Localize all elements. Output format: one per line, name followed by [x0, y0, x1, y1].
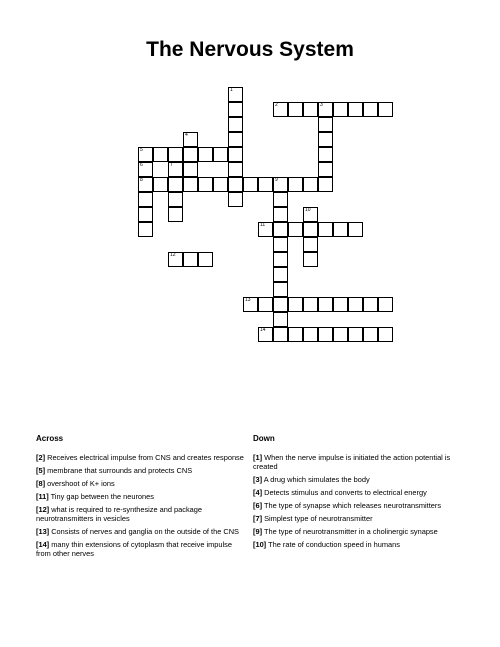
clue-number: 14	[260, 327, 266, 333]
grid-cell[interactable]	[138, 177, 153, 192]
clue-number: 1	[230, 87, 233, 93]
clue-number: 4	[185, 132, 188, 138]
down-clues	[253, 434, 468, 553]
grid-cell[interactable]	[228, 192, 243, 207]
grid-cell[interactable]	[288, 297, 303, 312]
grid-cell[interactable]	[363, 102, 378, 117]
grid-cell[interactable]	[273, 237, 288, 252]
grid-cell[interactable]	[273, 297, 288, 312]
grid-cell[interactable]	[243, 177, 258, 192]
grid-cell[interactable]	[348, 102, 363, 117]
clue-number: 7	[170, 162, 173, 168]
clue-text: overshoot of K+ ions	[47, 479, 115, 488]
grid-cell[interactable]	[138, 147, 153, 162]
grid-cell[interactable]	[273, 267, 288, 282]
grid-cell[interactable]	[303, 252, 318, 267]
clue-label: [12]	[36, 505, 50, 514]
clue-label: [5]	[36, 466, 46, 475]
grid-cell[interactable]	[273, 207, 288, 222]
across-heading: Across	[36, 434, 64, 443]
grid-cell[interactable]	[288, 222, 303, 237]
grid-cell[interactable]	[258, 297, 273, 312]
grid-cell[interactable]	[153, 147, 168, 162]
grid-cell[interactable]	[228, 102, 243, 117]
clue-number: 11	[260, 222, 266, 228]
clue-label: [4]	[253, 488, 263, 497]
grid-cell[interactable]	[318, 327, 333, 342]
grid-cell[interactable]	[273, 222, 288, 237]
grid-cell[interactable]	[303, 177, 318, 192]
clue-number: 13	[245, 297, 251, 303]
clue-text: membrane that surrounds and protects CNS	[47, 466, 193, 475]
clue-text: Tiny gap between the neurones	[50, 492, 154, 501]
grid-cell[interactable]	[258, 222, 273, 237]
grid-cell[interactable]	[138, 207, 153, 222]
down-clue	[253, 540, 468, 549]
grid-cell[interactable]	[228, 87, 243, 102]
clue-label: [2]	[36, 453, 46, 462]
clue-text: A drug which simulates the body	[263, 475, 370, 484]
clue-label: [1]	[253, 453, 263, 462]
clue-text: what is required to re-synthesize and package neurotransmitters in vesicles	[36, 505, 202, 523]
grid-cell[interactable]	[303, 102, 318, 117]
across-clue	[36, 540, 246, 558]
clue-label: [6]	[253, 501, 263, 510]
grid-cell[interactable]	[273, 177, 288, 192]
grid-cell[interactable]	[228, 162, 243, 177]
down-clue	[253, 453, 468, 471]
grid-cell[interactable]	[318, 297, 333, 312]
grid-cell[interactable]	[198, 177, 213, 192]
grid-cell[interactable]	[228, 132, 243, 147]
grid-cell[interactable]	[168, 252, 183, 267]
grid-cell[interactable]	[168, 162, 183, 177]
grid-cell[interactable]	[183, 147, 198, 162]
grid-cell[interactable]	[363, 327, 378, 342]
across-clue	[36, 479, 246, 488]
clue-text: Simplest type of neurotransmitter	[264, 514, 373, 523]
down-clue	[253, 488, 468, 497]
grid-cell[interactable]	[378, 297, 393, 312]
clue-number: 5	[140, 147, 143, 153]
grid-cell[interactable]	[243, 297, 258, 312]
down-heading: Down	[253, 434, 275, 443]
across-clues	[36, 434, 246, 562]
clue-label: [13]	[36, 527, 50, 536]
grid-cell[interactable]	[273, 312, 288, 327]
clue-number: 2	[275, 102, 278, 108]
clue-text: The rate of conduction speed in humans	[268, 540, 400, 549]
grid-cell[interactable]	[198, 252, 213, 267]
clue-label: [9]	[253, 527, 263, 536]
across-clue-list	[36, 453, 246, 558]
clue-text: many thin extensions of cytoplasm that receive impulse from other nerves	[36, 540, 232, 558]
grid-cell[interactable]	[153, 177, 168, 192]
grid-cell[interactable]	[333, 102, 348, 117]
grid-cell[interactable]	[303, 237, 318, 252]
clue-label: [14]	[36, 540, 50, 549]
clue-label: [10]	[253, 540, 267, 549]
clue-number: 12	[170, 252, 176, 258]
grid-cell[interactable]	[258, 327, 273, 342]
grid-cell[interactable]	[333, 222, 348, 237]
grid-cell[interactable]	[273, 102, 288, 117]
grid-cell[interactable]	[213, 147, 228, 162]
grid-cell[interactable]	[213, 177, 228, 192]
grid-cell[interactable]	[168, 207, 183, 222]
grid-cell[interactable]	[348, 327, 363, 342]
grid-cell[interactable]	[138, 192, 153, 207]
down-clue	[253, 514, 468, 523]
grid-cell[interactable]	[318, 102, 333, 117]
clue-text: The type of synapse which releases neurotransmitters	[263, 501, 442, 510]
clue-text: The type of neurotransmitter in a cholinergic synapse	[263, 527, 438, 536]
grid-cell[interactable]	[288, 177, 303, 192]
clue-label: [7]	[253, 514, 263, 523]
across-clue	[36, 466, 246, 475]
grid-cell[interactable]	[318, 147, 333, 162]
clue-number: 9	[275, 177, 278, 183]
grid-cell[interactable]	[183, 252, 198, 267]
grid-cell[interactable]	[273, 252, 288, 267]
grid-cell[interactable]	[183, 177, 198, 192]
clue-number: 10	[305, 207, 311, 213]
grid-cell[interactable]	[138, 162, 153, 177]
clue-text: Detects stimulus and converts to electrical energy	[264, 488, 427, 497]
grid-cell[interactable]	[318, 117, 333, 132]
grid-cell[interactable]	[183, 162, 198, 177]
clue-text: Receives electrical impulse from CNS and creates response	[47, 453, 244, 462]
across-clue	[36, 492, 246, 501]
grid-cell[interactable]	[258, 177, 273, 192]
grid-cell[interactable]	[333, 327, 348, 342]
down-clue	[253, 527, 468, 536]
grid-cell[interactable]	[303, 207, 318, 222]
grid-cell[interactable]	[303, 222, 318, 237]
grid-cell[interactable]	[303, 297, 318, 312]
grid-cell[interactable]	[318, 132, 333, 147]
grid-cell[interactable]	[183, 132, 198, 147]
grid-cell[interactable]	[168, 192, 183, 207]
down-clue	[253, 475, 468, 484]
grid-cell[interactable]	[363, 297, 378, 312]
across-clue	[36, 453, 246, 462]
grid-cell[interactable]	[288, 327, 303, 342]
page-title: The Nervous System	[146, 38, 354, 61]
clue-text: When the nerve impulse is initiated the action potential is created	[253, 453, 451, 471]
clue-label: [8]	[36, 479, 46, 488]
clue-number: 3	[320, 102, 323, 108]
clue-label: [11]	[36, 492, 49, 501]
across-clue	[36, 505, 246, 523]
grid-cell[interactable]	[318, 162, 333, 177]
grid-cell[interactable]	[303, 327, 318, 342]
grid-cell[interactable]	[378, 327, 393, 342]
down-clue-list	[253, 453, 468, 549]
grid-cell[interactable]	[228, 147, 243, 162]
grid-cell[interactable]	[168, 177, 183, 192]
clue-text: Consists of nerves and ganglia on the outside of the CNS	[51, 527, 239, 536]
grid-cell[interactable]	[318, 177, 333, 192]
grid-cell[interactable]	[273, 327, 288, 342]
grid-cell[interactable]	[348, 222, 363, 237]
across-clue	[36, 527, 246, 536]
grid-cell[interactable]	[273, 282, 288, 297]
grid-cell[interactable]	[348, 297, 363, 312]
grid-cell[interactable]	[318, 222, 333, 237]
clue-number: 6	[140, 162, 143, 168]
grid-cell[interactable]	[198, 147, 213, 162]
grid-cell[interactable]	[228, 177, 243, 192]
grid-cell[interactable]	[288, 102, 303, 117]
grid-cell[interactable]	[138, 222, 153, 237]
clue-number: 8	[140, 177, 143, 183]
grid-cell[interactable]	[228, 117, 243, 132]
grid-cell[interactable]	[168, 147, 183, 162]
grid-cell[interactable]	[333, 297, 348, 312]
grid-cell[interactable]	[273, 192, 288, 207]
clue-label: [3]	[253, 475, 263, 484]
grid-cell[interactable]	[378, 102, 393, 117]
down-clue	[253, 501, 468, 510]
